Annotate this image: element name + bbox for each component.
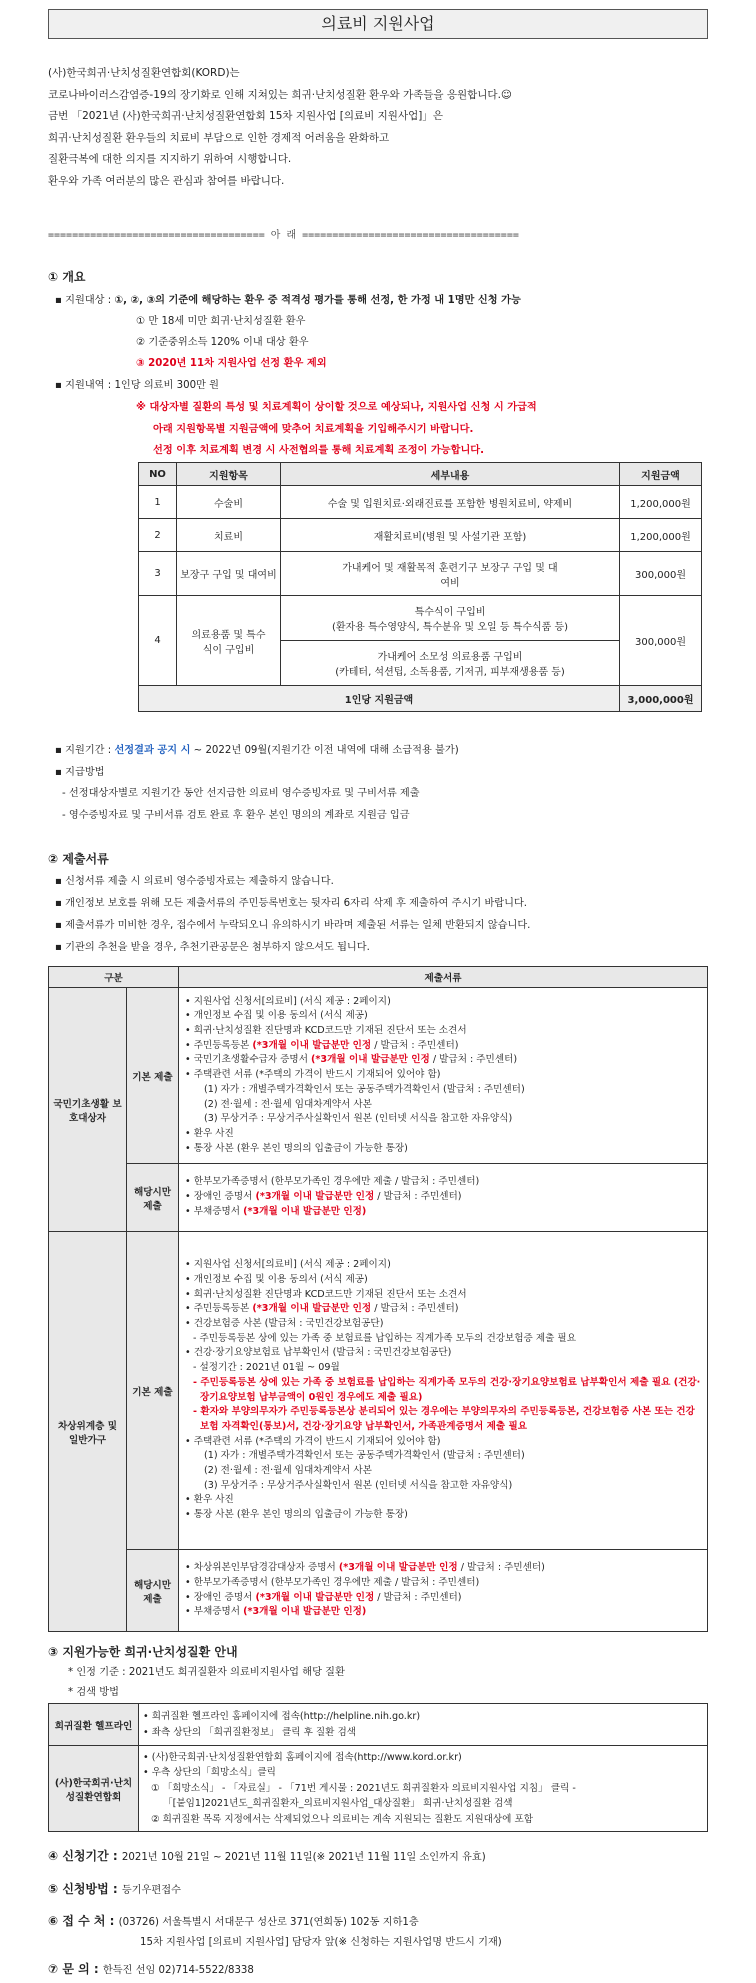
doc-item: • 부채증명서 (*3개월 이내 발급분만 인정) [185,1205,367,1217]
doc-item: • 장애인 증명서 (*3개월 이내 발급분만 인정 / 발급처 : 주민센터) [185,1191,462,1203]
row-no: 4 [139,596,177,686]
row-no: 2 [139,519,177,552]
doc-item: • 희귀·난치성질환 진단명과 KCD코드만 기재된 진단서 또는 소견서 [185,1288,467,1300]
detail-b-sub: (카테터, 석션팁, 소독용품, 기저귀, 피부재생용품 등) [335,667,565,678]
row-detail-b [281,641,620,686]
doc-item: • 주택관련 서류 (*주택의 가격이 반드시 기재되어 있어야 함) [185,1435,441,1447]
doc-item: • 환우 사진 [185,1127,234,1139]
kord-step: • 우측 상단의「희망소식」클릭 [143,1767,276,1779]
doc-item: • 장애인 증명서 (*3개월 이내 발급분만 인정 / 발급처 : 주민센터) [185,1591,462,1603]
group-basic-livelihood: 국민기초생활 보호대상자 [49,988,127,1232]
row-amount: 1,200,000원 [620,486,702,519]
helpline-step: • 좌측 상단의 「희귀질환정보」 클릭 후 질환 검색 [143,1726,357,1738]
row-item: 수술비 [177,486,281,519]
row-no: 3 [139,552,177,596]
doc-list [179,1164,708,1232]
doc-item: • 희귀·난치성질환 진단명과 KCD코드만 기재된 진단서 또는 소견서 [185,1025,467,1037]
receipt-note: 15차 지원사업 [의료비 지원사업] 담당자 앞(※ 신청하는 지원사업명 반드시 기재) [140,1937,502,1948]
doc-note: ▪ 제출서류가 미비한 경우, 접수에서 누락되오니 유의하시기 바라며 제출된 서류는 일체 반환되지 않습니다. [55,920,531,931]
doc-item: • 개인정보 수집 및 이용 동의서 (서식 제공) [185,1010,368,1022]
doc-subitem: - 환자와 부양의무자가 주민등록등본상 분리되어 있는 경우에는 부양의무자의 주민등록등본, 건강보험증 사본 또는 건강보험 자격확인(통보)서, 건강·장기요양 납부확인서, 가족관계증명서 제출 필요 [193,1406,695,1432]
row-detail-a [281,596,620,641]
note-line-2: 아래 지원항목별 지원금액에 맞추어 치료계획을 기입해주시기 바랍니다. [153,424,474,435]
target-text: ①, ②, ③의 기준에 해당하는 환우 중 적격성 평가를 통해 선정, 한 가정 내 1명만 신청 가능 [114,295,521,306]
doc-note: ▪ 신청서류 제출 시 의료비 영수증빙자료는 제출하지 않습니다. [55,876,334,887]
doc-item: • 국민기초생활수급자 증명서 (*3개월 이내 발급분만 인정 / 발급처 : 주민센터) [185,1054,518,1066]
section-4 [48,1847,486,1864]
target-line [55,291,521,306]
note-line-1: ※ 대상자별 질환의 특성 및 치료계획이 상이할 것으로 예상되나, 지원사업 신청 시 가급적 [136,402,537,413]
doc-item: • 한부모가족증명서 (한부모가족인 경우에만 제출 / 발급처 : 주민센터) [185,1576,480,1588]
col-header-detail: 세부내용 [281,463,620,486]
row-item: 보장구 구입 및 대여비 [177,552,281,596]
pay-label: ▪ 지급방법 [55,767,105,778]
doc-list [179,988,708,1164]
doc-subitem: - 주민등록등본 상에 있는 가족 중 보험료를 납입하는 직계가족 모두의 건강·장기요양보험료 납부확인서 제출 필요 (건강·장기요양보험 납부금액이 0원인 경우에도 제출 필요) [193,1376,701,1403]
receipt-address: (03726) 서울특별시 서대문구 성산로 371(연희동) 102동 지하1층 [118,1917,419,1928]
search-method: * 검색 방법 [68,1687,119,1698]
detail-a-title: 특수식이 구입비 [414,607,486,618]
section-7-heading: ⑦ 문 의 : [48,1962,99,1976]
doc-subitem: - 주민등록등본 상에 있는 가족 중 보험료를 납입하는 직계가족 모두의 건강보험증 제출 필요 [193,1332,576,1344]
table-row [49,1746,708,1832]
table-row [49,1704,708,1746]
kord-steps [139,1746,708,1832]
support-items-table [138,462,702,712]
row-amount: 300,000원 [620,552,702,596]
doc-subitem: (2) 전·월세 : 전·월세 임대차계약서 사본 [204,1465,372,1477]
table-row [139,519,702,552]
table-row [49,1550,708,1632]
helpline-label: 희귀질환 헬프라인 [49,1704,139,1746]
group-near-poverty: 차상위계층 및 일반가구 [49,1232,127,1632]
basic-submit-label: 기본 제출 [127,1232,179,1550]
col-header-type: 구분 [49,967,179,988]
col-header-no: NO [139,463,177,486]
row-detail: 재활치료비(병원 및 사설기관 포함) [281,519,620,552]
intro-line: 금번 「2021년 (사)한국희귀·난치성질환연합회 15차 지원사업 [의료비 지원사업]」은 [48,110,443,122]
total-label: 1인당 지원금액 [139,686,620,712]
doc-subitem: - 설정기간 : 2021년 01월 ~ 09월 [193,1362,340,1374]
table-row [139,552,702,596]
kord-label: (사)한국희귀·난치성질환연합회 [49,1746,139,1832]
period-line [55,741,459,756]
doc-item: • 한부모가족증명서 (한부모가족인 경우에만 제출 / 발급처 : 주민센터) [185,1176,480,1188]
doc-item: • 통장 사본 (환우 본인 명의의 입출금이 가능한 통장) [185,1142,408,1154]
content-label: ▪ 지원내역 : [55,380,112,391]
doc-item: • 부채증명서 (*3개월 이내 발급분만 인정) [185,1606,367,1618]
criterion-1: ① 만 18세 미만 희귀·난치성질환 환우 [136,316,306,327]
doc-item: • 지원사업 신청서[의료비] (서식 제공 : 2페이지) [185,1259,391,1271]
helpline-step: • 희귀질환 헬프라인 홈페이지에 접속(http://helpline.nih.go.kr) [143,1711,421,1722]
row-amount: 300,000원 [620,596,702,686]
doc-note: ▪ 개인정보 보호를 위해 모든 제출서류의 주민등록번호는 뒷자리 6자리 삭제 후 제출하여 주시기 바랍니다. [55,898,528,909]
intro-line: (사)한국희귀·난치성질환연합회(KORD)는 [48,67,240,79]
contact-info: 한득진 선임 02)714-5522/8338 [102,1965,254,1976]
section-2-heading: ② 제출서류 [48,852,109,866]
section-7 [48,1960,254,1977]
pay-step-1: - 선정대상자별로 지원기간 동안 선지급한 의료비 영수증빙자료 및 구비서류 제출 [62,788,420,799]
disease-search-table [48,1703,708,1832]
recognition-standard: * 인정 기준 : 2021년도 희귀질환자 의료비지원사업 해당 질환 [68,1667,345,1678]
criterion-3: ③ 2020년 11차 지원사업 선정 환우 제외 [136,358,327,369]
kord-step: • (사)한국희귀·난치성질환연합회 홈페이지에 접속(http://www.kord.or.kr) [143,1751,462,1763]
section-5 [48,1880,181,1897]
documents-table [48,966,708,1632]
doc-subitem: (2) 전·월세 : 전·월세 임대차계약서 사본 [204,1098,372,1110]
doc-item: • 주택관련 서류 (*주택의 가격이 반드시 기재되어 있어야 함) [185,1069,441,1081]
table-row [139,486,702,519]
extra-submit-label: 해당시만 제출 [127,1164,179,1232]
row-item: 치료비 [177,519,281,552]
period-highlight: 선정결과 공지 시 [114,745,191,756]
doc-item: • 차상위본인부담경감대상자 증명서 (*3개월 이내 발급분만 인정 / 발급처 : 주민센터) [185,1562,545,1574]
row-amount: 1,200,000원 [620,519,702,552]
target-label: ▪ 지원대상 : [55,295,112,306]
section-6-heading: ⑥ 접 수 처 : [48,1914,115,1928]
doc-item: • 주민등록등본 (*3개월 이내 발급분만 인정 / 발급처 : 주민센터) [185,1303,459,1315]
section-4-heading: ④ 신청기간 : [48,1849,118,1863]
doc-subitem: (1) 자가 : 개별주택가격확인서 또는 공동주택가격확인서 (발급처 : 주민센터) [204,1083,525,1095]
apply-method: 등기우편접수 [121,1885,181,1896]
doc-item: • 주민등록등본 (*3개월 이내 발급분만 인정 / 발급처 : 주민센터) [185,1039,459,1051]
intro-text [48,63,728,192]
doc-item: • 건강보험증 사본 (발급처 : 국민건강보험공단) [185,1317,384,1329]
row-no: 1 [139,486,177,519]
basic-submit-label: 기본 제출 [127,988,179,1164]
detail-a-sub: (환자용 특수영양식, 특수분유 및 오일 등 특수식품 등) [331,622,569,633]
intro-line: 질환극복에 대한 의지를 지지하기 위하여 시행합니다. [48,153,292,165]
col-header-item: 지원항목 [177,463,281,486]
doc-item: • 지원사업 신청서[의료비] (서식 제공 : 2페이지) [185,995,391,1007]
doc-item: • 통장 사본 (환우 본인 명의의 입출금이 가능한 통장) [185,1509,408,1521]
table-row [49,988,708,1164]
col-header-docs: 제출서류 [179,967,708,988]
section-6 [48,1912,419,1929]
content-line [55,376,219,391]
doc-subitem: (1) 자가 : 개별주택가격확인서 또는 공동주택가격확인서 (발급처 : 주민센터) [204,1450,525,1462]
section-1-heading: ① 개요 [48,270,86,284]
total-row [139,686,702,712]
row-item: 의료용품 및 특수식이 구입비 [177,596,281,686]
kord-step: 「[붙임1]2021년도_희귀질환자_의료비지원사업_대상질환」 희귀·난치성질환 검색 [163,1798,513,1810]
col-header-amount: 지원금액 [620,463,702,486]
row-detail: 가내케어 및 재활목적 훈련기구 보장구 구입 및 대여비 [281,552,620,596]
kord-step: ① 「희망소식」 - 「자료실」 - 「71번 게시물 : 2021년도 희귀질환자 의료비지원사업 지침」 클릭 - [151,1782,576,1794]
period-label: ▪ 지원기간 : [55,745,112,756]
section-3-heading: ③ 지원가능한 희귀·난치성질환 안내 [48,1645,238,1659]
pay-step-2: - 영수증빙자료 및 구비서류 검토 완료 후 환우 본인 명의의 계좌로 지원금 입금 [62,810,410,821]
doc-list [179,1232,708,1550]
content-text: 1인당 의료비 300만 원 [114,380,219,391]
doc-list [179,1550,708,1632]
section-divider: ==================================== 아 래 ==================================== [48,230,519,241]
page-title: 의료비 지원사업 [48,9,708,39]
period-rest: ~ 2022년 09월(지원기간 이전 내역에 대해 소급적용 불가) [193,745,459,756]
doc-item: • 개인정보 수집 및 이용 동의서 (서식 제공) [185,1273,368,1285]
intro-line: 희귀·난치성질환 환우들의 치료비 부담으로 인한 경제적 어려움을 완화하고 [48,131,390,144]
table-row [139,596,702,641]
total-amount: 3,000,000원 [620,686,702,712]
criterion-2: ② 기준중위소득 120% 이내 대상 환우 [136,337,309,348]
note-line-3: 선정 이후 치료계획 변경 시 사전협의를 통해 치료계획 조정이 가능합니다. [153,445,485,456]
doc-note: ▪ 기관의 추천을 받을 경우, 추천기관공문은 첨부하지 않으셔도 됩니다. [55,942,370,953]
apply-period: 2021년 10월 21일 ~ 2021년 11월 11일(※ 2021년 11월 11일 소인까지 유효) [121,1852,486,1863]
intro-line: 환우와 가족 여러분의 많은 관심과 참여를 바랍니다. [48,174,285,187]
doc-item: • 건강·장기요양보험료 납부확인서 (발급처 : 국민건강보험공단) [185,1347,452,1359]
table-row [49,1232,708,1550]
detail-b-title: 가내케어 소모성 의료용품 구입비 [377,652,523,663]
helpline-steps [139,1704,708,1746]
section-5-heading: ⑤ 신청방법 : [48,1882,118,1896]
extra-submit-label: 해당시만 제출 [127,1550,179,1632]
intro-line: 코로나바이러스감염증-19의 장기화로 인해 지쳐있는 희귀·난치성질환 환우와 가족들을 응원합니다.☺ [48,88,512,101]
doc-item: • 환우 사진 [185,1494,234,1506]
doc-subitem: (3) 무상거주 : 무상거주사실확인서 원본 (인터넷 서식을 참고한 자유양식) [204,1479,513,1491]
table-row [49,1164,708,1232]
kord-step: ② 희귀질환 목록 지정에서는 삭제되었으나 의료비는 계속 지원되는 질환도 지원대상에 포함 [151,1813,533,1825]
doc-subitem: (3) 무상거주 : 무상거주사실확인서 원본 (인터넷 서식을 참고한 자유양식) [204,1113,513,1125]
row-detail: 수술 및 입원치료·외래진료를 포함한 병원치료비, 약제비 [281,486,620,519]
